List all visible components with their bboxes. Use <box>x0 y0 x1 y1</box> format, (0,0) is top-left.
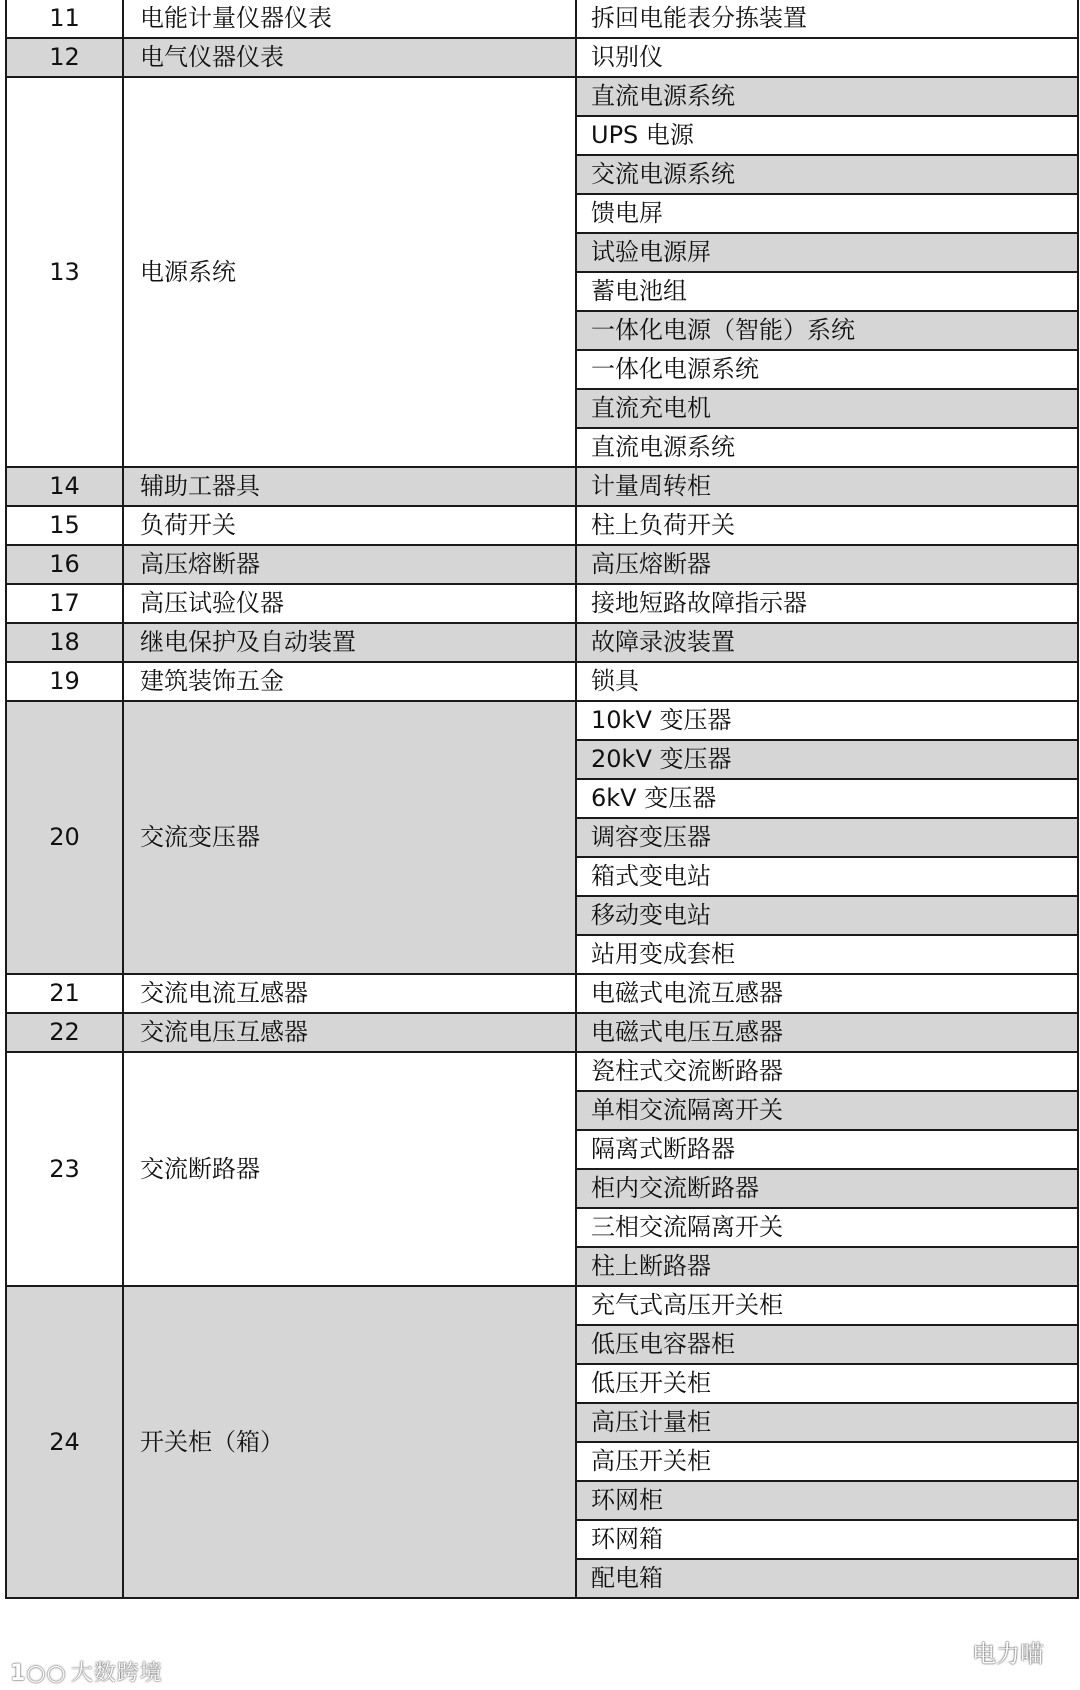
table-row <box>6 506 1078 545</box>
subcategory-item: 10kV 变压器 <box>576 701 1078 740</box>
subcategory-item: 移动变电站 <box>576 896 1078 935</box>
table-row <box>6 974 1078 1013</box>
category-name: 电源系统 <box>123 77 576 467</box>
category-number: 19 <box>6 662 123 701</box>
subcategory-item: 6kV 变压器 <box>576 779 1078 818</box>
subcategory-item: 调容变压器 <box>576 818 1078 857</box>
category-name: 电能计量仪器仪表 <box>123 0 576 38</box>
subcategory-item: 低压开关柜 <box>576 1364 1078 1403</box>
subcategory-item: 故障录波装置 <box>576 623 1078 662</box>
subcategory-item: 箱式变电站 <box>576 857 1078 896</box>
subcategory-item: 低压电容器柜 <box>576 1325 1078 1364</box>
category-name: 高压熔断器 <box>123 545 576 584</box>
table-row <box>6 1013 1078 1052</box>
table-row <box>6 77 1078 116</box>
category-number: 24 <box>6 1286 123 1598</box>
category-number: 22 <box>6 1013 123 1052</box>
subcategory-item: 馈电屏 <box>576 194 1078 233</box>
subcategory-item: 高压计量柜 <box>576 1403 1078 1442</box>
category-name: 建筑装饰五金 <box>123 662 576 701</box>
subcategory-item: 拆回电能表分拣装置 <box>576 0 1078 38</box>
subcategory-item: 识别仪 <box>576 38 1078 77</box>
subcategory-item: 柱上断路器 <box>576 1247 1078 1286</box>
subcategory-item: 计量周转柜 <box>576 467 1078 506</box>
category-number: 23 <box>6 1052 123 1286</box>
subcategory-item: 环网箱 <box>576 1520 1078 1559</box>
subcategory-item: UPS 电源 <box>576 116 1078 155</box>
subcategory-item: 单相交流隔离开关 <box>576 1091 1078 1130</box>
category-number: 21 <box>6 974 123 1013</box>
subcategory-item: 直流电源系统 <box>576 428 1078 467</box>
subcategory-item: 交流电源系统 <box>576 155 1078 194</box>
equipment-category-table <box>5 0 1079 1599</box>
category-number: 17 <box>6 584 123 623</box>
category-name: 交流电压互感器 <box>123 1013 576 1052</box>
subcategory-item: 柱上负荷开关 <box>576 506 1078 545</box>
subcategory-item: 电磁式电压互感器 <box>576 1013 1078 1052</box>
watermark-dianlimiao <box>932 1634 1044 1669</box>
subcategory-item: 站用变成套柜 <box>576 935 1078 974</box>
table-row <box>6 0 1078 38</box>
subcategory-item: 锁具 <box>576 662 1078 701</box>
subcategory-item: 一体化电源系统 <box>576 350 1078 389</box>
table-body <box>6 0 1078 1598</box>
subcategory-item: 隔离式断路器 <box>576 1130 1078 1169</box>
wechat-icon <box>932 1642 966 1668</box>
subcategory-item: 直流电源系统 <box>576 77 1078 116</box>
watermark-left-text: 大数跨境 <box>70 1661 163 1686</box>
table-row <box>6 467 1078 506</box>
category-number: 14 <box>6 467 123 506</box>
table-row <box>6 662 1078 701</box>
table-row <box>6 584 1078 623</box>
table-row <box>6 38 1078 77</box>
category-name: 交流断路器 <box>123 1052 576 1286</box>
subcategory-item: 直流充电机 <box>576 389 1078 428</box>
category-name: 交流电流互感器 <box>123 974 576 1013</box>
subcategory-item: 一体化电源（智能）系统 <box>576 311 1078 350</box>
category-number: 18 <box>6 623 123 662</box>
subcategory-item: 蓄电池组 <box>576 272 1078 311</box>
subcategory-item: 电磁式电流互感器 <box>576 974 1078 1013</box>
subcategory-item: 试验电源屏 <box>576 233 1078 272</box>
category-number: 20 <box>6 701 123 974</box>
category-number: 16 <box>6 545 123 584</box>
category-name: 辅助工器具 <box>123 467 576 506</box>
subcategory-item: 高压开关柜 <box>576 1442 1078 1481</box>
table-row <box>6 701 1078 740</box>
category-number: 13 <box>6 77 123 467</box>
catalog-sheet <box>5 0 1077 1599</box>
category-name: 交流变压器 <box>123 701 576 974</box>
table-row <box>6 623 1078 662</box>
subcategory-item: 高压熔断器 <box>576 545 1078 584</box>
subcategory-item: 环网柜 <box>576 1481 1078 1520</box>
category-name: 负荷开关 <box>123 506 576 545</box>
category-name: 电气仪器仪表 <box>123 38 576 77</box>
subcategory-item: 接地短路故障指示器 <box>576 584 1078 623</box>
subcategory-item: 充气式高压开关柜 <box>576 1286 1078 1325</box>
category-number: 12 <box>6 38 123 77</box>
category-name: 继电保护及自动装置 <box>123 623 576 662</box>
subcategory-item: 配电箱 <box>576 1559 1078 1598</box>
watermark-right-text: 电力喵 <box>972 1640 1044 1668</box>
table-row <box>6 1286 1078 1325</box>
category-number: 15 <box>6 506 123 545</box>
subcategory-item: 瓷柱式交流断路器 <box>576 1052 1078 1091</box>
subcategory-item: 20kV 变压器 <box>576 740 1078 779</box>
table-row <box>6 1052 1078 1091</box>
subcategory-item: 三相交流隔离开关 <box>576 1208 1078 1247</box>
table-row <box>6 545 1078 584</box>
category-name: 高压试验仪器 <box>123 584 576 623</box>
subcategory-item: 柜内交流断路器 <box>576 1169 1078 1208</box>
category-name: 开关柜（箱） <box>123 1286 576 1598</box>
category-number: 11 <box>6 0 123 38</box>
watermark-dashujuajing <box>10 1656 163 1687</box>
brand-logo-icon: 1○○ <box>10 1661 67 1686</box>
